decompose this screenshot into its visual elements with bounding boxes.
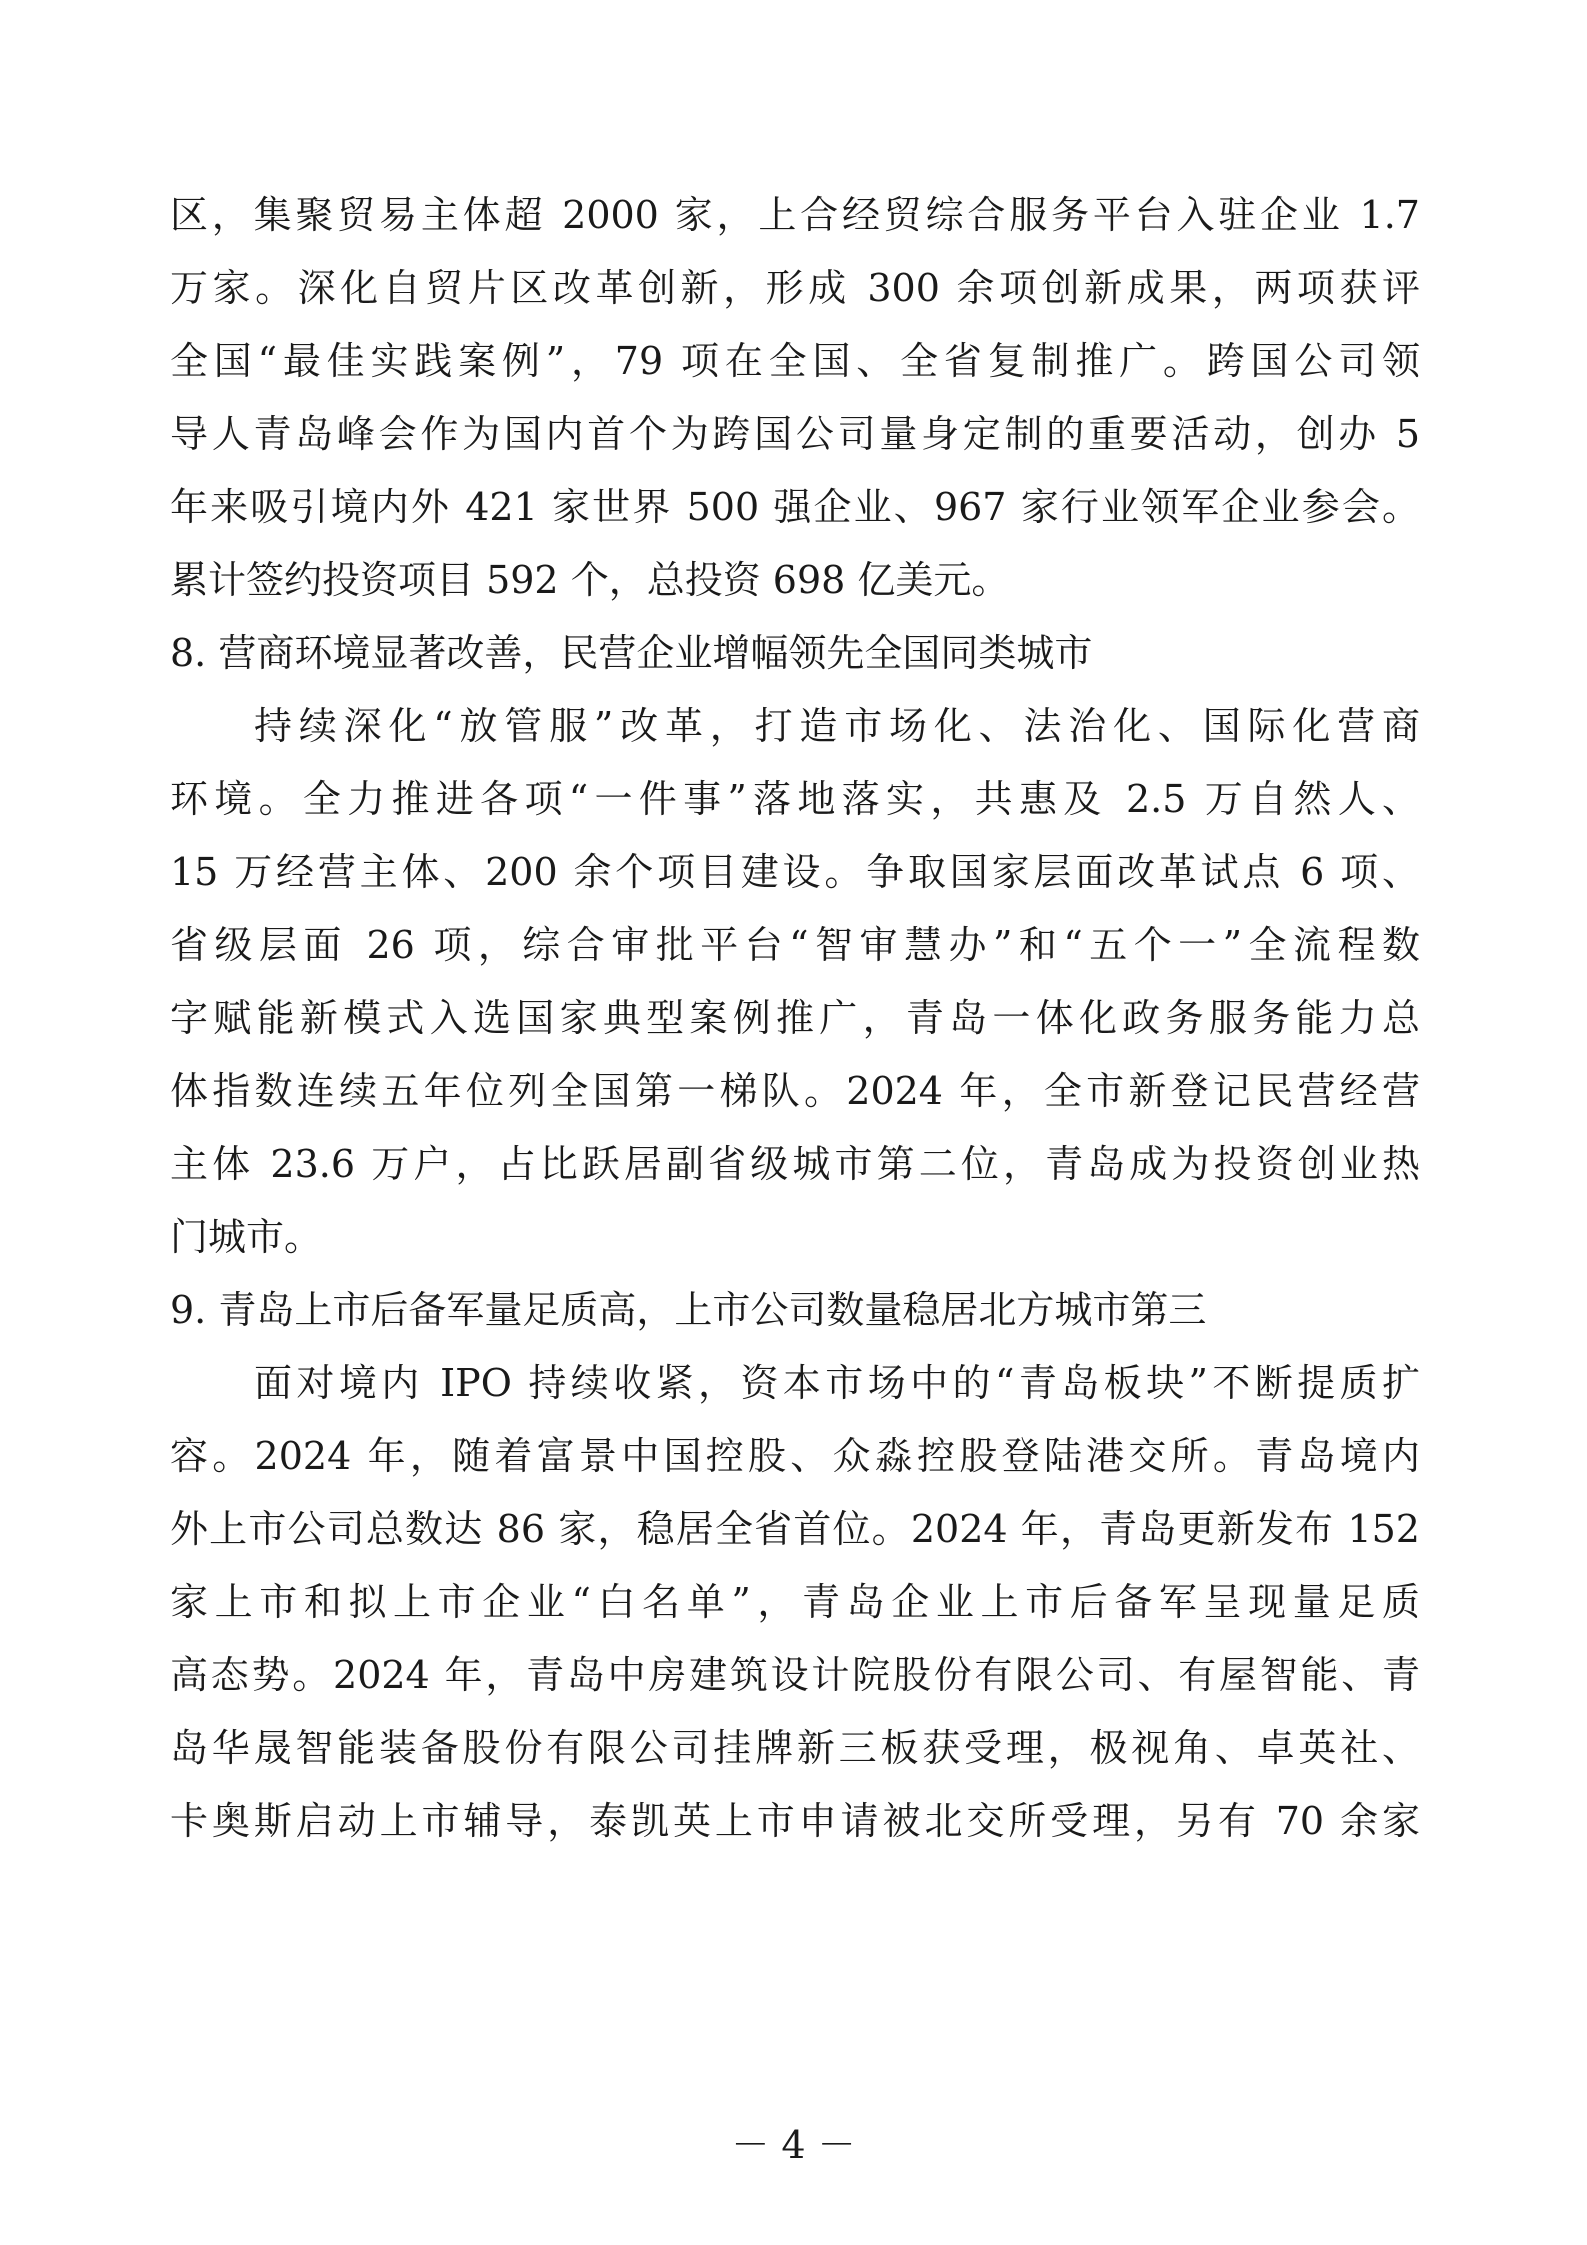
- text-line: 省级层面 26 项，综合审批平台“智审慧办”和“五个一”全流程数: [170, 923, 1420, 967]
- text-line: 字赋能新模式入选国家典型案例推广，青岛一体化政务服务能力总: [170, 996, 1420, 1040]
- text-line: 万家。深化自贸片区改革创新，形成 300 余项创新成果，两项获评: [170, 266, 1420, 310]
- text-line: 年来吸引境内外 421 家世界 500 强企业、967 家行业领军企业参会。: [170, 485, 1420, 529]
- text-line: 外上市公司总数达 86 家，稳居全省首位。2024 年，青岛更新发布 152: [170, 1507, 1420, 1551]
- text-line: 主体 23.6 万户，占比跃居副省级城市第二位，青岛成为投资创业热: [170, 1142, 1420, 1186]
- text-line: 15 万经营主体、200 余个项目建设。争取国家层面改革试点 6 项、: [170, 850, 1420, 894]
- paragraph-first-line: 面对境内 IPO 持续收紧，资本市场中的“青岛板块”不断提质扩: [254, 1361, 1420, 1405]
- text-line: 累计签约投资项目 592 个，总投资 698 亿美元。: [170, 558, 1010, 602]
- text-line: 导人青岛峰会作为国内首个为跨国公司量身定制的重要活动，创办 5: [170, 412, 1420, 456]
- text-line: 门城市。: [170, 1215, 323, 1259]
- text-line: 家上市和拟上市企业“白名单”，青岛企业上市后备军呈现量足质: [170, 1580, 1420, 1624]
- text-line: 容。2024 年，随着富景中国控股、众淼控股登陆港交所。青岛境内: [170, 1434, 1420, 1478]
- section-heading-9: 9. 青岛上市后备军量足质高，上市公司数量稳居北方城市第三: [170, 1288, 1207, 1332]
- text-line: 环境。全力推进各项“一件事”落地落实，共惠及 2.5 万自然人、: [170, 777, 1420, 821]
- text-line: 体指数连续五年位列全国第一梯队。2024 年，全市新登记民营经营: [170, 1069, 1420, 1113]
- text-line: 高态势。2024 年，青岛中房建筑设计院股份有限公司、有屋智能、青: [170, 1653, 1420, 1697]
- text-line: 区，集聚贸易主体超 2000 家，上合经贸综合服务平台入驻企业 1.7: [170, 193, 1420, 237]
- text-line: 卡奥斯启动上市辅导，泰凯英上市申请被北交所受理，另有 70 余家: [170, 1799, 1420, 1843]
- paragraph-first-line: 持续深化“放管服”改革，打造市场化、法治化、国际化营商: [254, 704, 1420, 748]
- text-line: 岛华晟智能装备股份有限公司挂牌新三板获受理，极视角、卓英社、: [170, 1726, 1420, 1770]
- text-line: 全国“最佳实践案例”，79 项在全国、全省复制推广。跨国公司领: [170, 339, 1420, 383]
- page-number: － 4 －: [731, 2123, 856, 2167]
- section-heading-8: 8. 营商环境显著改善，民营企业增幅领先全国同类城市: [170, 631, 1093, 675]
